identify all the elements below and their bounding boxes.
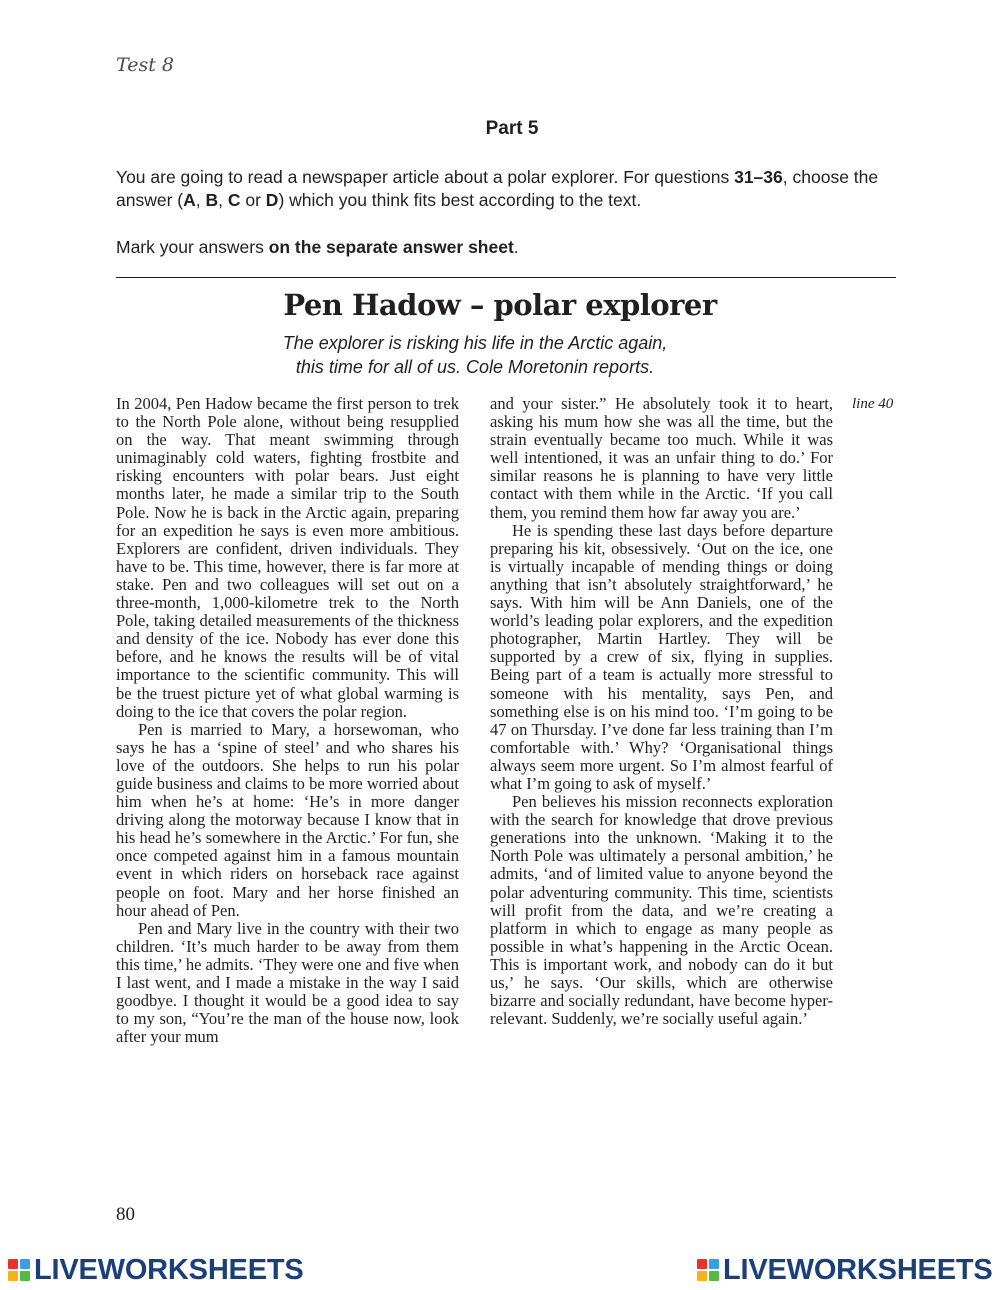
liveworksheets-logo[interactable] bbox=[8, 1253, 304, 1287]
article-column-right bbox=[490, 395, 833, 1028]
logo-square-icon bbox=[8, 1259, 18, 1269]
divider bbox=[116, 277, 896, 278]
instructions-paragraph-1 bbox=[116, 166, 901, 212]
article-paragraph: In 2004, Pen Hadow became the first person to trek to the North Pole alone, without being resupplied on the way. That meant swimming through unimaginably cold waters, fighting frostbite and risking encounters with polar bears. Just eight months later, he made a similar trip to the South Pole. Now he is back in the Arctic again, preparing for an expedition he says is even more ambitious. Explorers are confident, driven individuals. They have to be. This time, however, there is far more at stake. Pen and two colleagues will set out on a three-month, 1,000-kilometre trek to the North Pole, taking detailed measurements of the thickness and density of the ice. Nobody has ever done this before, and he knows the results will be of vital importance to the scientific community. This will be the truest picture yet of what global warming is doing to the ice that covers the polar region. bbox=[116, 394, 459, 721]
separator: , bbox=[218, 190, 228, 210]
option-c: C bbox=[227, 190, 241, 210]
logo-square-icon bbox=[697, 1271, 707, 1281]
line-marker: line 40 bbox=[852, 396, 894, 412]
logo-square-icon bbox=[697, 1259, 707, 1269]
article-paragraph: Pen is married to Mary, a horsewoman, who says he has a ‘spine of steel’ and who shares his love of the outdoors. She helps to run his polar guide business and claims to be more worried about him when he’s at home: ‘He’s in more danger driving along the motorway because I know that in his head he’s somewhere in the Arctic.’ For fun, she once competed against him in a famous mountain event in which riders on horseback race against people on foot. Mary and her horse finished an hour ahead of Pen. bbox=[116, 719, 459, 920]
article-paragraph: He is spending these last days before departure preparing his kit, obsessively. ‘Out on the ice, one is virtually incapable of mending things or doing anything that isn’t absolutely straightforward,’ he says. With him will be Ann Daniels, one of the world’s leading polar explorers, and the expedition photographer, Martin Hartley. They will be supported by a crew of six, flying in supplies. Being part of a team is actually more stressful to someone with his mentality, says Pen, and something else is on his mind too. ‘I’m going to be 47 on Thursday. I’ve done far less training than I’m comfortable with.’ Why? ‘Organisational things always seem more urgent. So I’m almost fearful of what I’m going to ask of myself.’ bbox=[490, 520, 833, 793]
option-b: B bbox=[205, 190, 219, 210]
article-paragraph: and your sister.” He absolutely took it to heart, asking his mum how she was all the time, but the strain eventually became too much. While it was well intentioned, it was an unfair thing to do.’ For similar reasons he is planning to have very little contact with them while in the Arctic. ‘If you call them, you remind them how far away you are.’ bbox=[490, 394, 833, 522]
logo-square-icon bbox=[20, 1271, 30, 1281]
separator: , bbox=[195, 190, 206, 210]
article-column-left bbox=[116, 395, 459, 1046]
option-d: D bbox=[265, 190, 279, 210]
instructions-paragraph-2 bbox=[116, 236, 901, 259]
logo-square-icon bbox=[20, 1259, 30, 1269]
instructions-text: . bbox=[513, 237, 519, 257]
question-range: 31–36 bbox=[734, 167, 783, 187]
logo-grid-icon bbox=[697, 1259, 719, 1281]
article-subtitle bbox=[0, 331, 950, 379]
separator: or bbox=[240, 190, 266, 210]
brand-name: LIVEWORKSHEETS bbox=[34, 1253, 304, 1286]
test-label: Test 8 bbox=[116, 54, 174, 76]
logo-square-icon bbox=[709, 1271, 719, 1281]
logo-square-icon bbox=[709, 1259, 719, 1269]
liveworksheets-logo[interactable] bbox=[697, 1253, 993, 1287]
logo-square-icon bbox=[8, 1271, 18, 1281]
article-paragraph: Pen believes his mission reconnects exploration with the search for knowledge that drove previous generations into the unknown. ‘Making it to the North Pole was ultimately a personal ambition,’ he admits, ‘and of limited value to anyone beyond the polar adventuring community. This time, scientists will profit from the data, and we’re creating a platform in which to engage as many people as possible in what’s happening in the Arctic Ocean. This is important work, and nobody can do it but us,’ he says. ‘Our skills, which are otherwise bizarre and socially redundant, have become hyper-relevant. Suddenly, we’re socially useful again.’ bbox=[490, 792, 833, 1029]
page-number: 80 bbox=[116, 1204, 135, 1225]
subtitle-line: this time for all of us. Cole Moretonin reports. bbox=[295, 357, 655, 377]
article-paragraph: Pen and Mary live in the country with their two children. ‘It’s much harder to be away from them this time,’ he admits. ‘They were one and five when I last went, and I made a mistake in the way I said goodbye. I thought it would be a good idea to say to my son, “You’re the man of the house now, look after your mum bbox=[116, 918, 459, 1047]
instructions-text: Mark your answers bbox=[116, 237, 269, 257]
option-a: A bbox=[183, 190, 196, 210]
instructions-text: You are going to read a newspaper article about a polar explorer. For questions bbox=[116, 167, 735, 187]
brand-name: LIVEWORKSHEETS bbox=[723, 1253, 993, 1286]
instructions bbox=[116, 166, 901, 259]
article-title: Pen Hadow – polar explorer bbox=[283, 288, 717, 322]
part-title: Part 5 bbox=[485, 118, 539, 139]
logo-grid-icon bbox=[8, 1259, 30, 1281]
instructions-text: , choose the answer ( bbox=[116, 167, 879, 210]
subtitle-line: The explorer is risking his life in the Arctic again, bbox=[282, 333, 668, 353]
answer-sheet-emphasis: on the separate answer sheet bbox=[268, 237, 514, 257]
instructions-text: ) which you think fits best according to the text. bbox=[278, 190, 642, 210]
